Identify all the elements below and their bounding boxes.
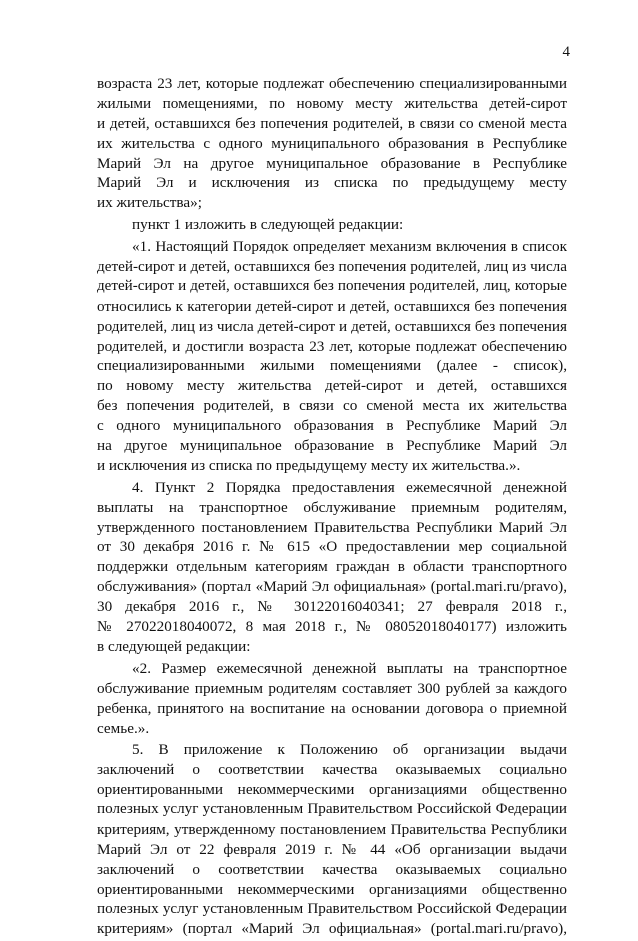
text-line: возраста 23 лет, которые подлежат обеспечению специализированными: [97, 75, 567, 92]
text-line: утвержденного постановлением Правительства Республики Марий Эл: [97, 518, 567, 536]
text-line: детей-сирот и детей, оставшихся без попечения родителей, лиц, которые: [97, 277, 567, 294]
text-line: семье.».: [97, 719, 150, 737]
document-body: [97, 74, 567, 941]
text-line: детей-сирот и детей, оставшихся без попечения родителей, лиц из числа: [97, 258, 567, 276]
text-line: выплаты на транспортное обслуживание приемным родителям,: [97, 498, 567, 516]
text-line: ориентированными некоммерческими организациями общественно: [97, 880, 567, 898]
text-line: и детей, оставшихся без попечения родителей, в связи со сменой места: [97, 114, 567, 132]
paragraph-item-4: [97, 478, 567, 657]
text-line: обслуживания» (портал «Марий Эл официальная» (portal.mari.ru/pravo),: [97, 578, 567, 596]
text-line: поддержки отдельным категориям граждан в области транспортного: [97, 558, 567, 576]
text-line: по новому месту жительства детей-сирот и детей, оставшихся: [97, 377, 567, 395]
text-line: в следующей редакции:: [97, 637, 251, 655]
text-line: ориентированными некоммерческими организациями общественно: [97, 781, 567, 799]
text-line: пункт 1 изложить в следующей редакции:: [132, 216, 404, 234]
text-line: 30 декабря 2016 г., № 30122016040341; 27 февраля 2018 г.,: [97, 598, 567, 616]
text-line: № 27022018040072, 8 мая 2018 г., № 08052018040177) изложить: [97, 618, 567, 636]
text-line: Марий Эл и исключения из списка по предыдущему месту: [97, 174, 567, 192]
text-line: Марий Эл от 22 февраля 2019 г. № 44 «Об организации выдачи: [97, 840, 567, 858]
text-line: родителей, и достигли возраста 23 лет, которые подлежат обеспечению: [97, 337, 567, 355]
text-line: их жительства»;: [97, 194, 202, 212]
text-line: относились к категории детей-сирот и детей, оставшихся без попечения: [97, 297, 567, 315]
text-line: полезных услуг установленным Правительством Российской Федерации: [97, 900, 567, 917]
page-number: 4: [562, 44, 570, 60]
paragraph-point-1-text: [97, 237, 567, 476]
text-line: Марий Эл на другое муниципальное образование в Республике: [97, 154, 567, 172]
paragraph-item-4-quote: [97, 659, 567, 739]
text-line: заключений о соответствии качества оказываемых социально: [97, 860, 567, 878]
text-line: «1. Настоящий Порядок определяет механизм включения в список: [132, 238, 567, 256]
text-line: заключений о соответствии качества оказываемых социально: [97, 761, 567, 779]
paragraph-item-5: [97, 740, 567, 939]
text-line: 5. В приложение к Положению об организации выдачи: [132, 741, 567, 759]
text-line: их жительства с одного муниципального образования в Республике: [97, 134, 567, 152]
text-line: жилыми помещениями, по новому месту жительства детей-сирот: [97, 94, 567, 112]
text-line: полезных услуг установленным Правительством Российской Федерации: [97, 801, 567, 818]
text-line: критериям» (портал «Марий Эл официальная» (portal.mari.ru/pravo),: [97, 920, 567, 938]
text-line: ребенка, принятого на воспитание на основании договора о приемной: [97, 699, 567, 717]
paragraph-continuation: [97, 74, 567, 213]
text-line: критериям, утвержденному постановлением Правительства Республики: [97, 820, 567, 838]
text-line: на другое муниципальное образование в Республике Марий Эл: [97, 437, 567, 455]
text-line: 4. Пункт 2 Порядка предоставления ежемесячной денежной: [132, 478, 567, 496]
text-line: специализированными жилыми помещениями (далее - список),: [97, 357, 567, 375]
text-line: от 30 декабря 2016 г. № 615 «О предоставлении мер социальной: [97, 538, 567, 556]
text-line: и исключения из списка по предыдущему месту их жительства.».: [97, 456, 521, 474]
text-line: «2. Размер ежемесячной денежной выплаты на транспортное: [132, 659, 567, 677]
paragraph-point-1-intro: [97, 215, 567, 235]
text-line: с одного муниципального образования в Республике Марий Эл: [97, 417, 567, 435]
text-line: без попечения родителей, в связи со сменой места их жительства: [97, 397, 567, 415]
text-line: родителей, лиц из числа детей-сирот и детей, оставшихся без попечения: [97, 317, 567, 335]
text-line: обслуживание приемным родителям составляет 300 рублей за каждого: [97, 679, 567, 697]
